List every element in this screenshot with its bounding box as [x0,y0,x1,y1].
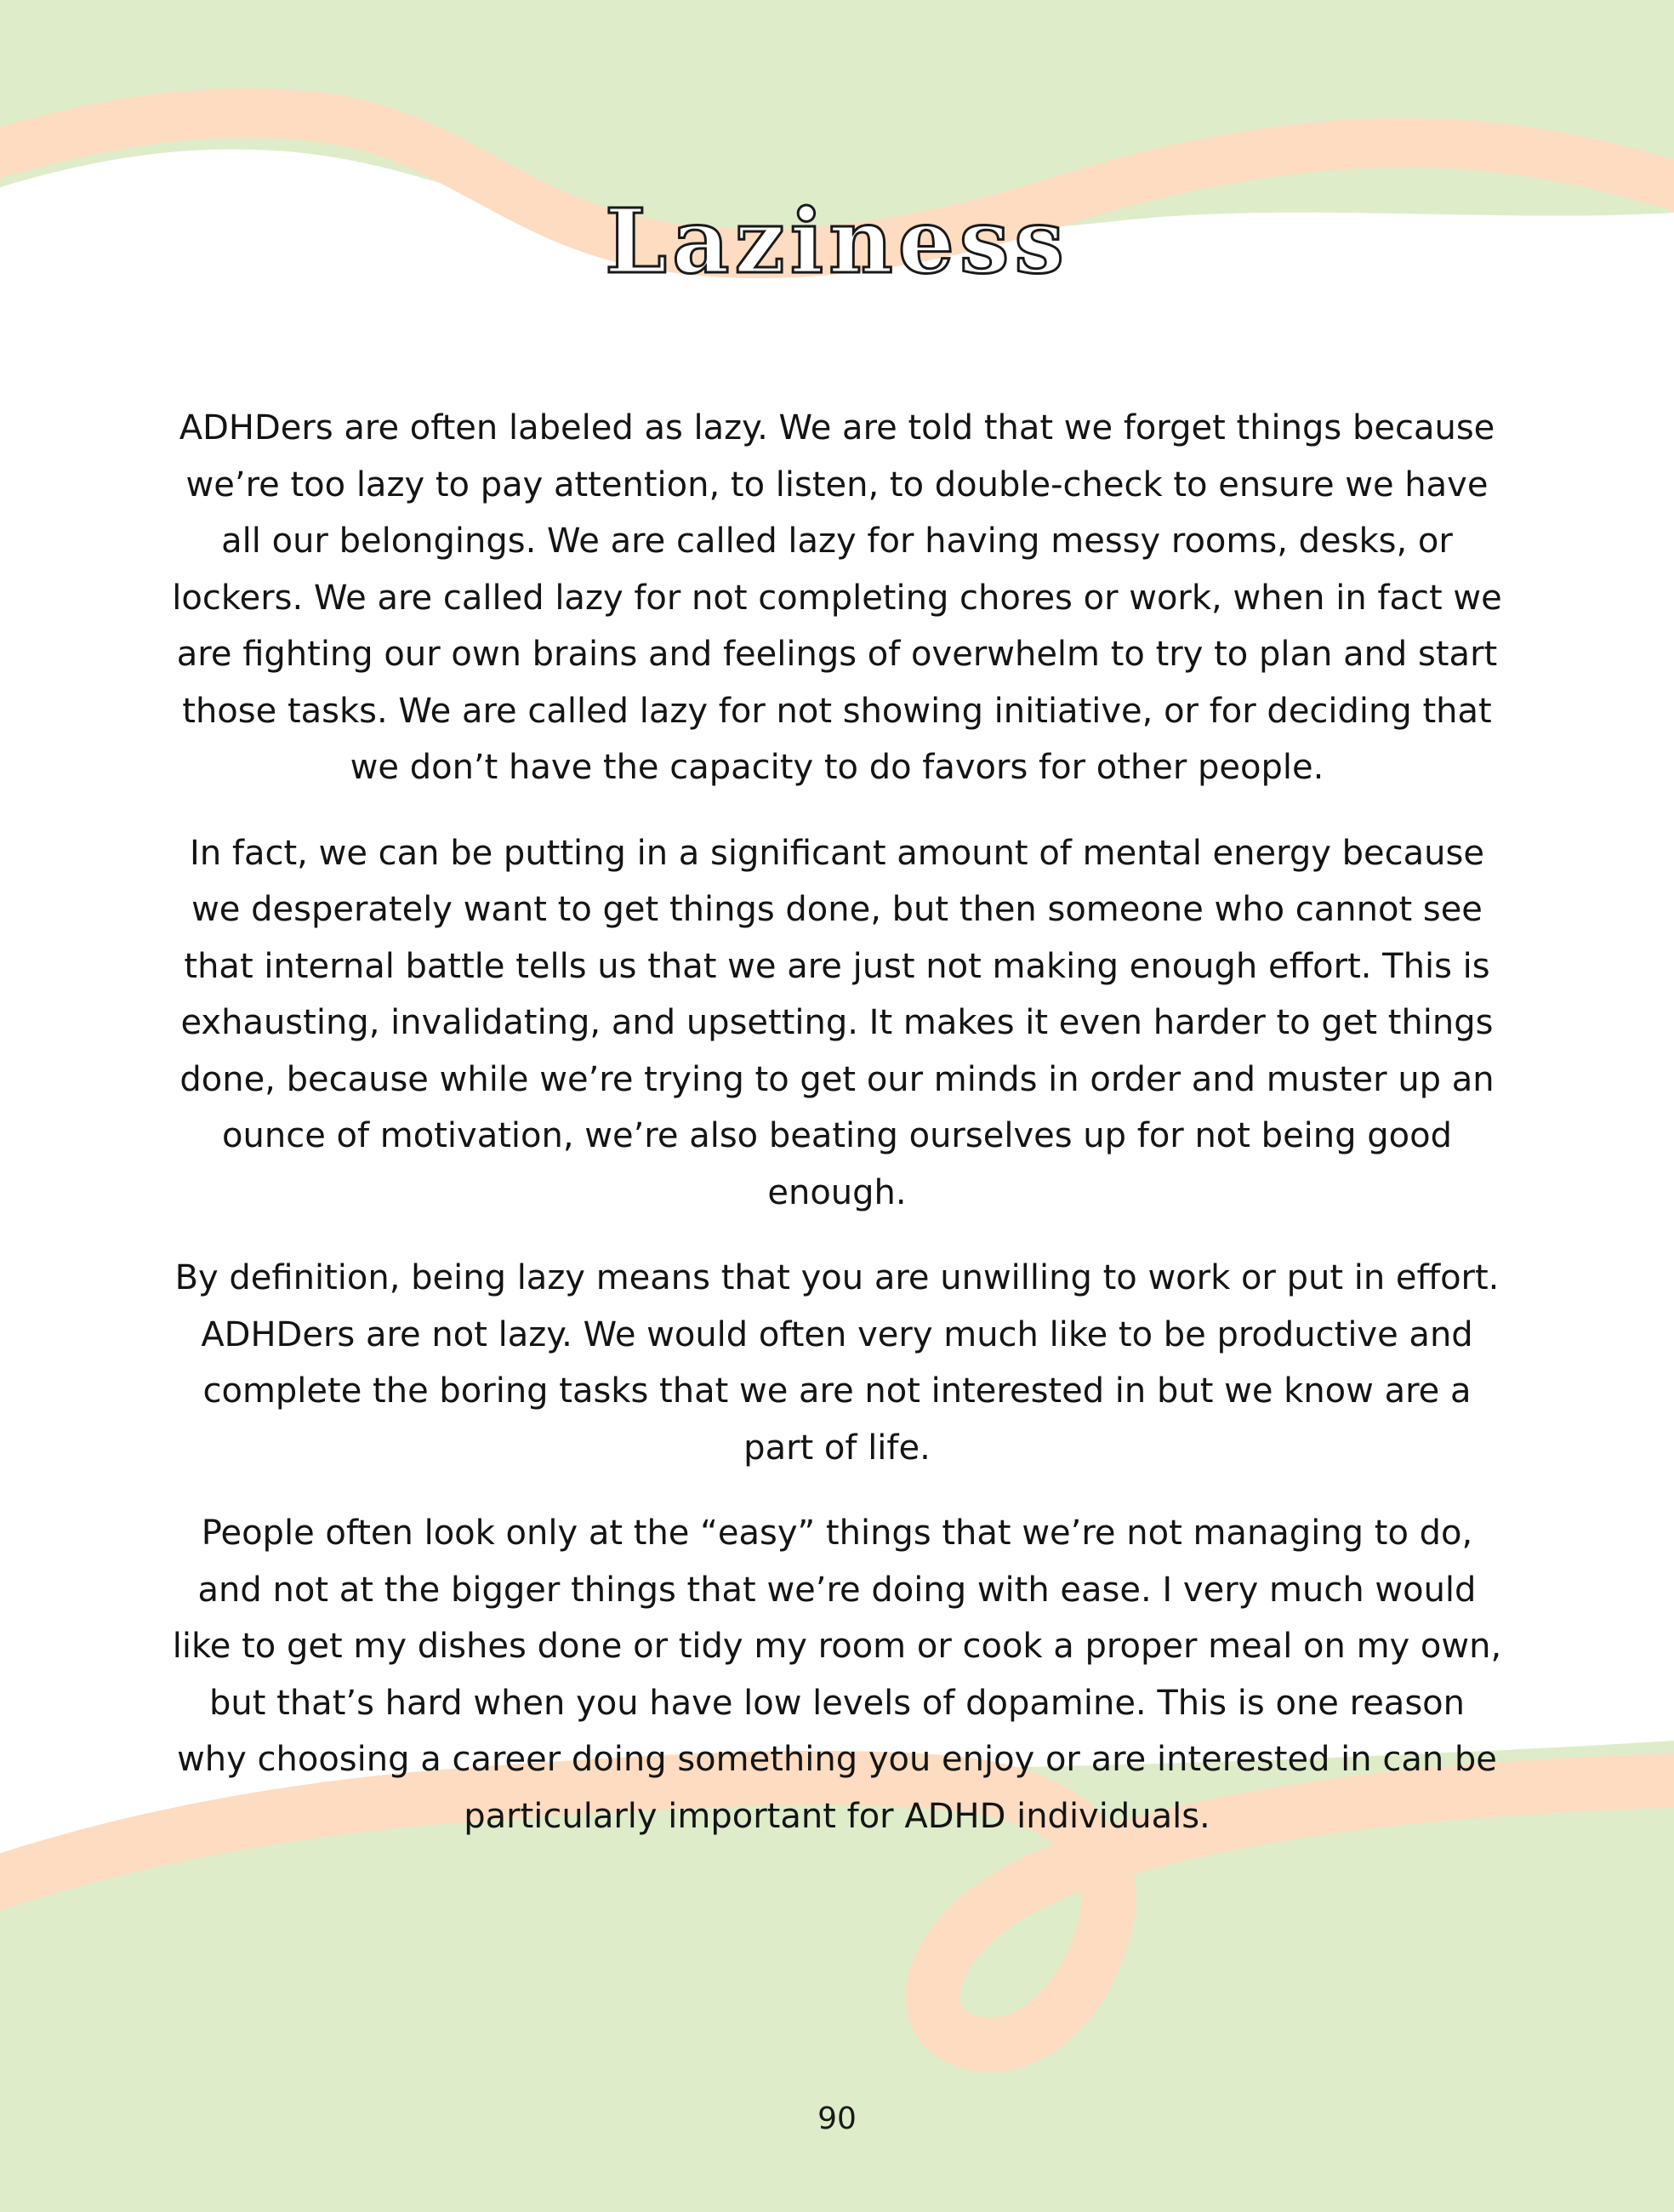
paragraph-2: In fact, we can be putting in a significant amount of mental energy because we desperately want to get things done, but then someone who cannot see that internal battle tells us that we are just not making enough effort. This is exhausting, invalidating, and upsetting. It makes it even harder to get things done, because while we’re trying to get our minds in order and muster up an ounce of motivation, we’re also beating ourselves up for not being good enough. [179,833,1495,1212]
body-text [170,400,1504,1873]
paragraph-1: ADHDers are often labeled as lazy. We are told that we forget things because we’re too lazy to pay attention, to listen, to double-check to ensure we have all our belongings. We are called lazy for having messy rooms, desks, or lockers. We are called lazy for not completing chores or work, when in fact we are fighting our own brains and feelings of overwhelm to try to plan and start those tasks. We are called lazy for not showing initiative, or for deciding that we don’t have the capacity to do favors for other people. [172,408,1502,787]
paragraph-4: People often look only at the “easy” things that we’re not managing to do, and not at the bigger things that we’re doing with ease. I very much would like to get my dishes done or tidy my room or cook a proper meal on my own, but that’s hard when you have low levels of dopamine. This is one reason why choosing a career doing something you enjoy or are interested in can be particularly important for ADHD individuals. [172,1514,1502,1836]
paragraph-3: By definition, being lazy means that you are unwilling to work or put in effort. ADHDers are not lazy. We would often very much like to be productive and complete the boring tasks that we are not interested in but we know are a part of life. [174,1258,1500,1468]
page-number: 90 [817,2101,857,2136]
page-title: Laziness [605,189,1069,294]
